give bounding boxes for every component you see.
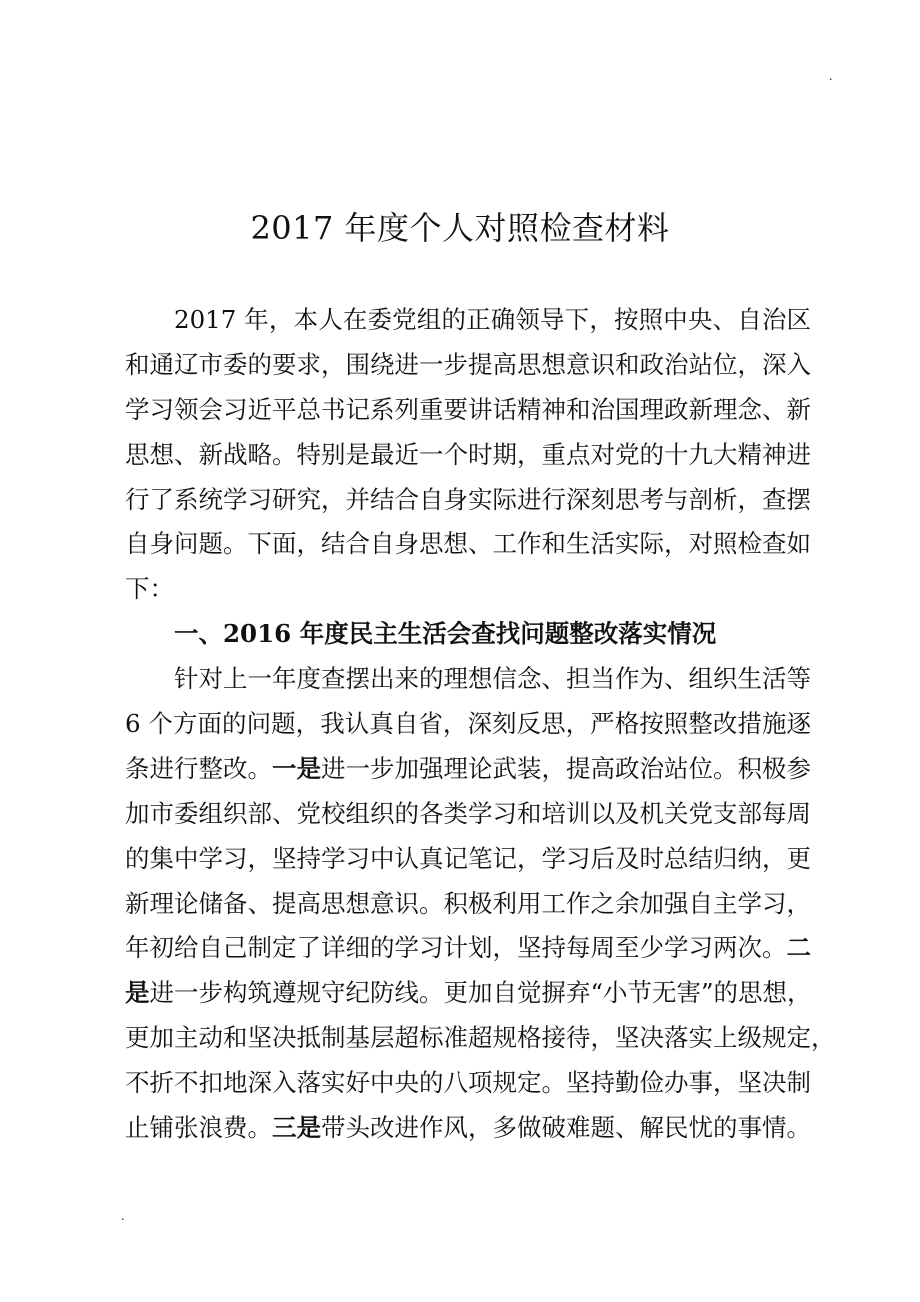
section1-line-1: 针对上一年度查摆出来的理想信念、担当作为、组织生活等	[174, 664, 811, 694]
section1-line-10: 不折不扣地深入落实好中央的八项规定。坚持勤俭办事，坚决制	[125, 1068, 811, 1098]
point-three-label: 三是	[272, 1113, 321, 1143]
intro-line-3: 学习领会习近平总书记系列重要讲话精神和治国理政新理念、新	[125, 394, 811, 424]
intro-line-6: 自身问题。下面，结合自身思想、工作和生活实际，对照检查如	[125, 529, 811, 559]
document-body	[125, 298, 836, 1151]
intro-line-7: 下：	[125, 574, 174, 604]
intro-line-4: 思想、新战略。特别是最近一个时期，重点对党的十九大精神进	[125, 439, 811, 469]
section1-line-3	[125, 747, 811, 792]
section1-line-6: 新理论储备、提高思想意识。积极利用工作之余加强自主学习，	[125, 888, 811, 918]
section1-line-8-text: 进一步构筑遵规守纪防线。更加自觉摒弃“小节无害”的思想，	[149, 978, 812, 1008]
corner-mark-bottom-left: .	[121, 1209, 125, 1224]
intro-line-1: 2017 年，本人在委党组的正确领导下，按照中央、自治区	[174, 305, 811, 334]
corner-mark-top-right: .	[829, 69, 833, 84]
section1-line-3-text-b: 进一步加强理论武装，提高政治站位。积极参	[321, 753, 811, 783]
section1-line-5: 的集中学习，坚持学习中认真记笔记，学习后及时总结归纳，更	[125, 843, 811, 873]
section1-line-11	[125, 1106, 811, 1151]
intro-line-5: 行了系统学习研究，并结合自身实际进行深刻思考与剖析，查摆	[125, 484, 811, 514]
point-two-label-part1: 二	[786, 933, 811, 963]
section1-line-11-text-a: 止铺张浪费。	[125, 1113, 272, 1143]
section1-line-4: 加市委组织部、党校组织的各类学习和培训以及机关党支部每周	[125, 798, 811, 828]
document-title: 2017 年度个人对照检查材料	[250, 209, 670, 247]
section1-line-3-text-a: 条进行整改。	[125, 753, 272, 783]
section1-line-8	[125, 971, 811, 1016]
point-two-label-part2: 是	[125, 978, 150, 1008]
section1-line-9: 更加主动和坚决抵制基层超标准超规格接待，坚决落实上级规定，	[125, 1023, 836, 1053]
intro-line-2: 和通辽市委的要求，围绕进一步提高思想意识和政治站位，深入	[125, 349, 811, 379]
section1-line-7	[125, 926, 811, 971]
section1-line-2: 6 个方面的问题，我认真自省，深刻反思，严格按照整改措施逐	[125, 709, 811, 739]
section1-line-7-text-a: 年初给自己制定了详细的学习计划，坚持每周至少学习两次。	[125, 933, 787, 963]
section1-line-11-text-b: 带头改进作风，多做破难题、解民忧的事情。	[321, 1113, 811, 1143]
point-one-label: 一是	[272, 753, 321, 783]
section-heading-1: 一、2016 年度民主生活会查找问题整改落实情况	[174, 619, 717, 649]
